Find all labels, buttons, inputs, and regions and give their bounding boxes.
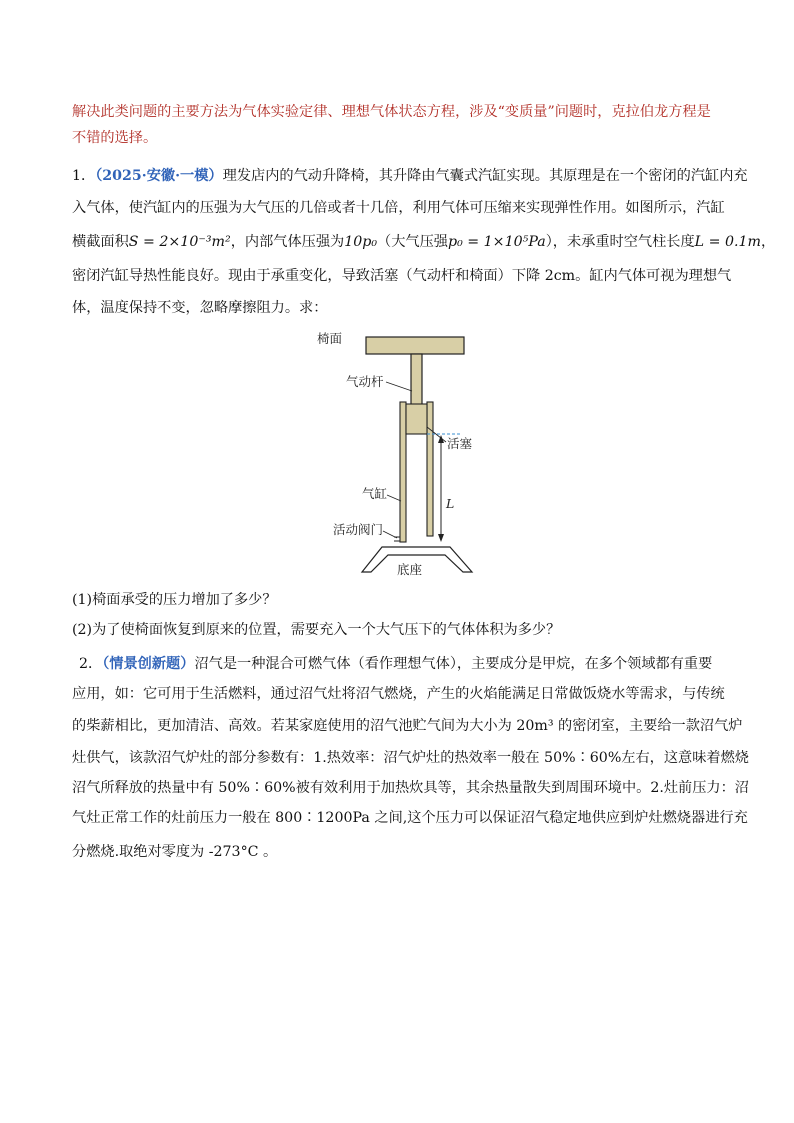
q1-subquestion-1: (1)椅面承受的压力增加了多少？	[72, 592, 277, 608]
q1-text: 理发店内的气动升降椅，其升降由气囊式汽缸实现。其原理是在一个密闭的汽缸内充	[222, 168, 748, 184]
q1-source-tag: （2025·安徽·一模）	[95, 168, 223, 184]
q1-line-1	[72, 166, 748, 186]
formula-area: S = 2×10⁻³m²	[128, 234, 231, 250]
q1-text: ），未承重时空气柱长度	[545, 234, 695, 250]
formula-length: L = 0.1m	[694, 234, 762, 250]
q1-text: ，内部气体压强为	[230, 234, 345, 250]
leader-valve	[383, 531, 397, 538]
q2-line-3: 的柴薪相比，更加清洁、高效。若某家庭使用的沼气池贮气间为大小为 20m³ 的密闭室，主要给一款沼气炉	[72, 718, 743, 734]
q2-line-2: 应用，如：它可用于生活燃料，通过沼气灶将沼气燃烧，产生的火焰能满足日常做饭烧水等需求，与传统	[72, 686, 725, 702]
label-cylinder: 气缸	[362, 486, 388, 501]
intro-line-1: 解决此类问题的主要方法为气体实验定律、理想气体状态方程，涉及“变质量”问题时，克拉伯龙方程是	[72, 104, 711, 120]
q1-line-5: 体，温度保持不变，忽略摩擦阻力。求：	[72, 300, 328, 316]
leader-rod	[386, 382, 412, 391]
q2-line-4: 灶供气，该款沼气炉灶的部分参数有：1.热效率：沼气炉灶的热效率一般在 50%∶60%左右，这意味着燃烧	[72, 750, 749, 766]
piston	[406, 404, 427, 434]
q1-text: （大气压强	[377, 234, 448, 250]
label-piston: 活塞	[447, 436, 473, 451]
seat-plate	[366, 337, 464, 354]
chair-diagram	[300, 325, 500, 580]
q1-line-2: 入气体，使汽缸内的压强为大气压的几倍或者十几倍，利用气体可压缩来实现弹性作用。如图所示，汽缸	[72, 200, 725, 216]
q2-line-6: 气灶正常工作的灶前压力一般在 800∶1200Pa 之间,这个压力可以保证沼气稳定地供应到炉灶燃烧器进行充	[72, 810, 748, 826]
q1-line-4: 密闭汽缸导热性能良好。现由于承重变化，导致活塞（气动杆和椅面）下降 2cm。缸内气体可视为理想气	[72, 268, 732, 284]
q1-subquestion-2: (2)为了使椅面恢复到原来的位置，需要充入一个大气压下的气体体积为多少？	[72, 622, 561, 638]
q2-number: 2．	[79, 656, 103, 672]
label-rod: 气动杆	[346, 374, 384, 389]
q2-source-tag: （情景创新题）	[102, 656, 195, 672]
q2-text: 沼气是一种混合可燃气体（看作理想气体），主要成分是甲烷，在多个领域都有重要	[194, 656, 713, 672]
leader-cylinder	[387, 495, 401, 501]
label-valve: 活动阀门	[333, 522, 384, 537]
q1-line-3	[72, 232, 775, 252]
label-seat: 椅面	[317, 331, 343, 346]
arrow-down-head	[438, 534, 444, 542]
q2-line-5: 沼气所释放的热量中有 50%∶60%被有效利用于加热炊具等，其余热量散失到周围环境中。2.灶前压力：沼	[72, 780, 749, 796]
cylinder-left-wall	[400, 402, 406, 542]
cylinder-right-wall	[427, 402, 433, 536]
q1-number: 1．	[72, 168, 96, 184]
formula-atm: p₀ = 1×10⁵Pa	[447, 234, 546, 250]
q1-text: ，	[761, 234, 776, 250]
q2-line-7: 分燃烧.取绝对零度为 -273°C 。	[72, 844, 278, 860]
q2-line-1	[79, 654, 712, 674]
formula-pressure: 10p₀	[344, 234, 378, 250]
q1-text: 横截面积	[72, 234, 129, 250]
label-L: L	[446, 496, 455, 511]
intro-line-2: 不错的选择。	[72, 130, 158, 146]
label-base: 底座	[397, 562, 423, 577]
